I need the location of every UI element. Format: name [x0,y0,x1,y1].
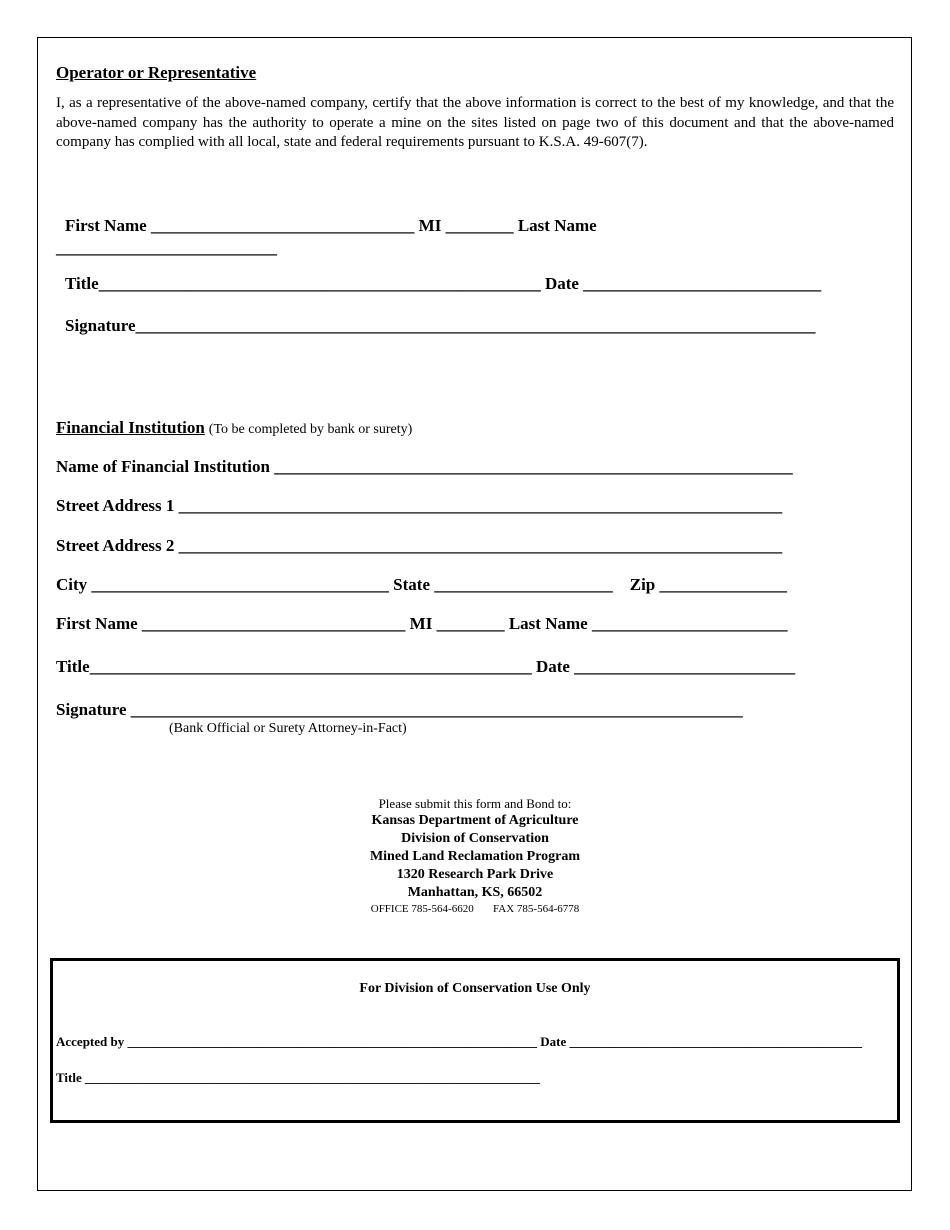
street2-label: Street Address 2 [56,536,175,555]
submit-intro: Please submit this form and Bond to: [378,796,572,811]
operator-heading: Operator or Representative [56,63,257,82]
submit-program: Mined Land Reclamation Program [369,849,581,864]
office-use-heading: For Division of Conservation Use Only [359,981,591,996]
city-state-zip-row[interactable]: City ___________________________________ State _____________________ Zip _______________ [56,575,788,594]
institution-name-row[interactable]: Name of Financial Institution _____________________________________________________________ [56,457,793,476]
financial-signature-label: Signature [56,700,127,719]
financial-last-name-label: Last Name [508,614,588,633]
financial-date-label: Date [535,657,570,676]
submit-street: 1320 Research Park Drive [396,867,554,882]
submit-org: Kansas Department of Agriculture [371,813,579,828]
street2-row[interactable]: Street Address 2 _______________________________________________________________________ [56,536,783,555]
operator-signature-label: Signature [65,316,136,335]
operator-first-name-label: First Name [65,216,147,235]
street1-row[interactable]: Street Address 1 _______________________________________________________________________ [56,496,783,515]
operator-title-row[interactable]: Title____________________________________________________ Date ____________________________ [65,274,822,293]
city-label: City [56,575,88,594]
financial-title-label: Title [56,657,90,676]
operator-first-name-row[interactable]: First Name _______________________________ MI ________ Last Name [65,216,597,235]
financial-title-row[interactable]: Title____________________________________________________ Date __________________________ [56,657,796,676]
institution-name-label: Name of Financial Institution [56,457,270,476]
state-label: State [393,575,430,594]
submit-city: Manhattan, KS, 66502 [407,885,543,900]
zip-label: Zip [629,575,656,594]
operator-last-name-label: Last Name [517,216,597,235]
financial-note: (To be completed by bank or surety) [208,422,413,437]
office-title-row[interactable]: Title ______________________________________________________________________ [56,1070,541,1085]
office-phone: OFFICE 785-564-6620 [370,903,474,915]
operator-last-name-line[interactable]: __________________________ [56,238,277,257]
operator-mi-label: MI [418,216,442,235]
office-date-label: Date [540,1034,567,1049]
signature-note: (Bank Official or Surety Attorney-in-Fact) [169,721,407,736]
office-title-label: Title [56,1070,82,1085]
financial-mi-label: MI [409,614,433,633]
financial-heading: Financial Institution [56,418,205,437]
accepted-by-label: Accepted by [56,1034,125,1049]
financial-name-row[interactable]: First Name _______________________________ MI ________ Last Name _______________________ [56,614,788,633]
financial-first-name-label: First Name [56,614,138,633]
fax-number: FAX 785-564-6778 [492,903,580,915]
financial-signature-row[interactable]: Signature ________________________________________________________________________ [56,700,743,719]
financial-heading-row [56,418,412,438]
submit-division: Division of Conservation [401,831,549,846]
accepted-by-row[interactable]: Accepted by _______________________________________________________________ Date _____________________________________________ [56,1034,862,1049]
street1-label: Street Address 1 [56,496,175,515]
certification-text: I, as a representative of the above-named company, certify that the above information is correct to the best of my knowledge, and that the above-named company has the authority to operate a mine on the sites listed on page two of this document and that the above-named company has complied with all local, state and federal requirements pursuant to K.S.A. 49-607(7). [56,95,894,150]
operator-date-label: Date [544,274,579,293]
operator-signature-row[interactable]: Signature________________________________________________________________________________ [65,316,816,335]
submit-contact [0,901,950,917]
operator-title-label: Title [65,274,99,293]
